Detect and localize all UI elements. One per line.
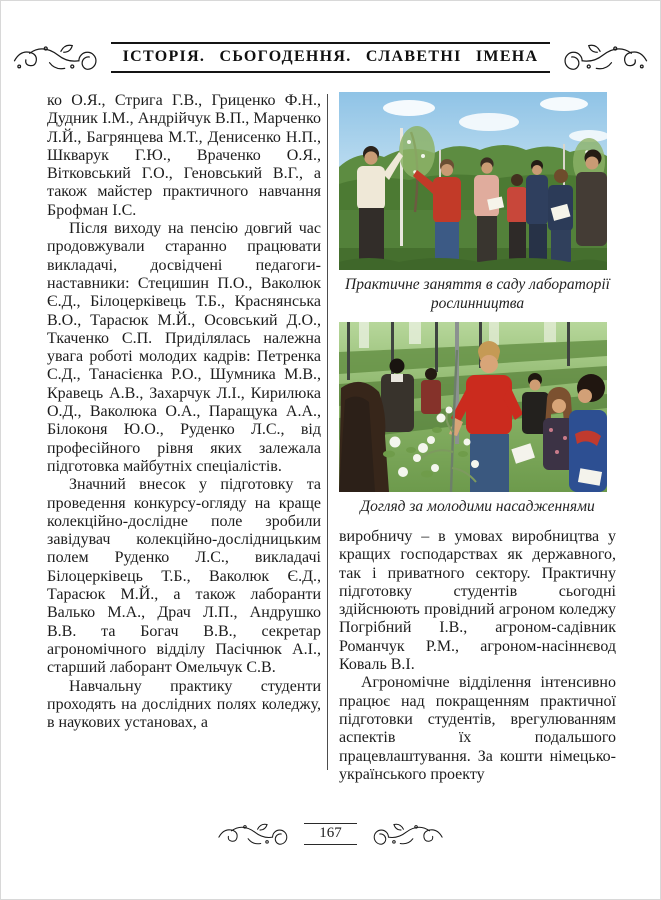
paragraph-retired-teachers: Після виходу на пенсію довгий час продовжували старанно працювати викладачі, досвідчені педагоги-наставники: Стецишин П.О., Ваколюк Є.Д., Білоцерківець Т.Б., Краснянська В.О., Тарасюк М.Й., Осовський Д.О., Ткаченко С.П. Приділялась належна увага роботі молодих кадрів: Петренка С.Д., Танасієнка Р.О., Шумника М.В., Кравець А.В., Захарчук Л.І., Кирилюка О.Д., Ваколюка О.А., Паращука А.А., Білоконя Ю.О., Руденко Л.С., від професійного рівня яких залежала підготовка майбутніх спеціалістів. bbox=[47, 220, 321, 475]
paragraph-agronomy-department: Агрономічне відділення інтенсивно працює над покращенням практичної підготовки студентів, врегулюванням аспектів їх подальшого працевлаштування. За кошти німецько-українського проекту bbox=[339, 674, 616, 783]
photo-orchard-lesson bbox=[339, 92, 607, 270]
photo-young-plantings bbox=[339, 322, 607, 492]
header-flourish-right-icon bbox=[553, 39, 651, 75]
paragraph-names-continued: ко О.Я., Стрига Г.В., Гриценко Ф.Н., Дудник І.М., Андрійчук В.П., Марченко Л.Й., Багрянцева М.Т., Денисенко Н.П., Шкварук Г.Ю., Враченко О.Я., Вітковський Г.О., Геновський В.Г., а також майстер практичного навчання Брофман І.С. bbox=[47, 92, 321, 219]
paragraph-student-practice: Навчальну практику студенти проходять на дослідних полях коледжу, в наукових установах, а bbox=[47, 677, 321, 732]
page-footer bbox=[1, 819, 660, 849]
page-number-rule bbox=[304, 823, 357, 845]
paragraph-field-contest: Значний внесок у підготовку та проведення конкурсу-огляду на краще колекційно-дослідне поле зробили завідувач колекційно-дослідницьким полем Руденко Л.С., викладачі Білоцерківець Т.Б., Ваколюк Є.Д., Тарасюк М.Й., а також лаборанти Валько М.А., Драч Л.П., Андрушко В.В. та Богач В.В., секретар агрономічного відділу Пасічнюк А.І., старший лаборант Омельчук С.В. bbox=[47, 476, 321, 677]
header-flourish-left-icon bbox=[10, 39, 108, 75]
chapter-title: ІСТОРІЯ. СЬОГОДЕННЯ. СЛАВЕТНІ ІМЕНА bbox=[122, 47, 539, 65]
page-body bbox=[47, 92, 616, 784]
column-divider bbox=[327, 94, 328, 770]
chapter-header bbox=[1, 39, 660, 75]
paragraph-practice-production: виробничу – в умовах виробництва у кращих господарствах як державного, так і приватного сектору. Практичну підготовку студентів сьогодні здійснюють провідний агроном коледжу Погрібний І.В., агроном-садівник Романчук Р.М., агроном-насіннєвод Коваль В.І. bbox=[339, 528, 616, 674]
photo-caption-orchard: Практичне заняття в саду лабораторії рослинництва bbox=[345, 276, 610, 312]
page-number: 167 bbox=[319, 825, 342, 841]
photo-caption-plantings: Догляд за молодими насадженнями bbox=[360, 498, 595, 515]
figure-young-plantings bbox=[339, 322, 616, 516]
figure-orchard-lesson bbox=[339, 92, 616, 313]
footer-flourish-right-icon bbox=[364, 819, 446, 849]
right-column bbox=[333, 92, 616, 784]
footer-flourish-left-icon bbox=[215, 819, 297, 849]
left-text-column bbox=[47, 92, 321, 784]
chapter-title-rule bbox=[111, 42, 551, 73]
